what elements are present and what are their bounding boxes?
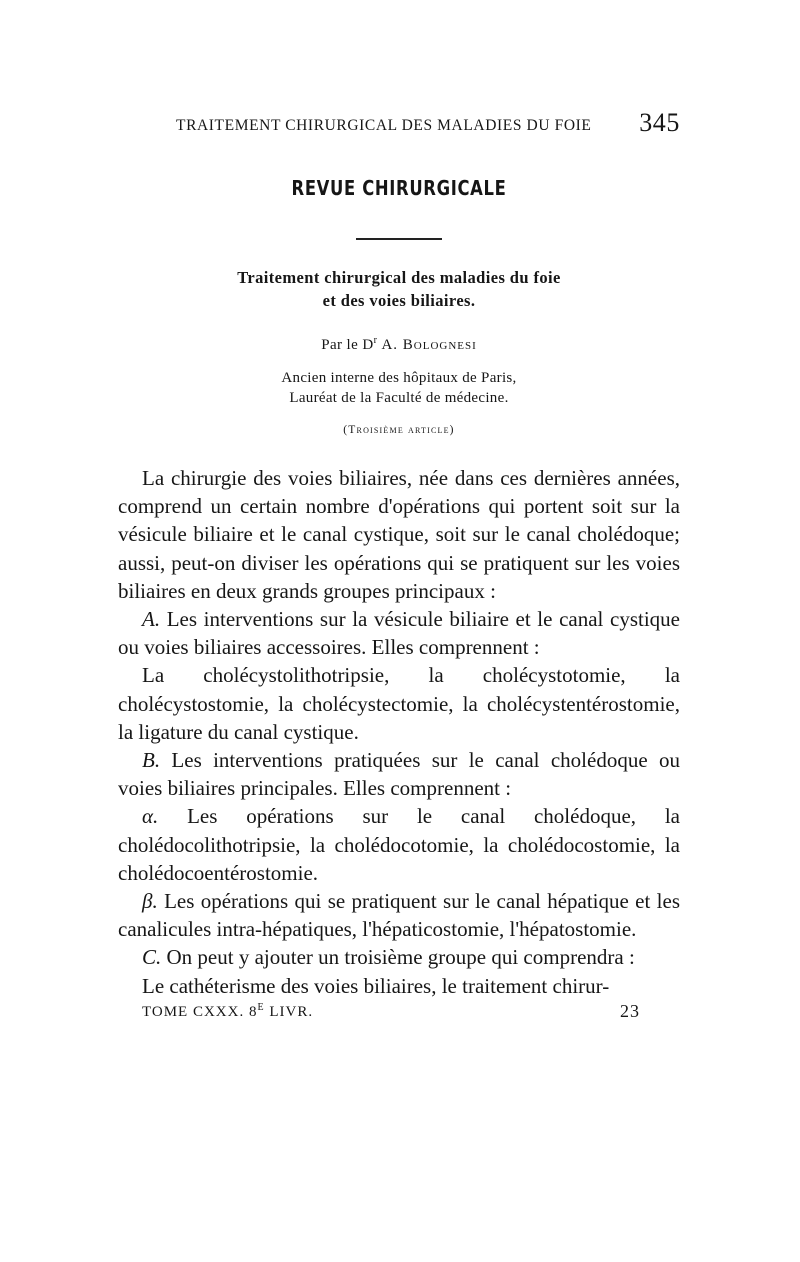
- volume-suffix: LIVR.: [264, 1003, 314, 1020]
- alpha-label: α.: [142, 804, 159, 829]
- beta-text: Les opérations qui se pratiquent sur le canal hépatique et les canalicules intra-hépatiques, l'hépaticostomie, l'hépatostomie.: [118, 889, 680, 942]
- group-a-text: Les interventions sur la vésicule biliaire et le canal cystique ou voies biliaires accessoires. Elles comprennent :: [118, 607, 680, 660]
- title-divider: [356, 238, 442, 240]
- article-part: (Troisième article): [343, 424, 455, 436]
- article-title: [118, 266, 680, 312]
- book-page: [118, 108, 680, 1028]
- byline-prefix: Par le D: [321, 337, 374, 353]
- page-footer: [118, 1000, 680, 1028]
- running-header: [118, 108, 680, 148]
- group-a-label: A.: [142, 607, 161, 632]
- paragraph-alpha: [118, 802, 680, 887]
- volume-info: [142, 1001, 314, 1021]
- paragraph-group-a: [118, 605, 680, 661]
- article-title-line-1: Traitement chirurgical des maladies du foie: [237, 268, 561, 287]
- running-title: TRAITEMENT CHIRURGICAL DES MALADIES DU FOIE: [176, 117, 592, 134]
- paragraph-beta: [118, 887, 680, 943]
- author-byline: [118, 337, 680, 354]
- paragraph-group-b: [118, 746, 680, 802]
- group-b-text: Les interventions pratiquées sur le canal cholédoque ou voies biliaires principales. Elles comprennent :: [118, 748, 680, 801]
- page-number: 345: [639, 108, 680, 137]
- affiliation-line-1: Ancien interne des hôpitaux de Paris,: [281, 370, 517, 386]
- byline-superscript: r: [373, 335, 378, 346]
- body-text: [118, 464, 680, 1000]
- volume-number: TOME CXXX. 8: [142, 1003, 258, 1020]
- group-c-text: On peut y ajouter un troisième groupe qui comprendra :: [161, 945, 635, 970]
- paragraph-group-c: [118, 943, 680, 971]
- article-title-line-2: et des voies biliaires.: [322, 291, 476, 310]
- volume-superscript: E: [257, 1001, 265, 1013]
- author-name: A. Bolognesi: [381, 337, 477, 353]
- paragraph-last: Le cathéterisme des voies biliaires, le traitement chirur-: [142, 973, 610, 998]
- section-title: REVUE CHIRURGICALE: [291, 176, 507, 200]
- alpha-text: Les opérations sur le canal cholédoque, la cholédocolithotripsie, la cholédocotomie, la cholédocostomie, la cholédocoentérostomie.: [118, 804, 680, 885]
- group-c-label: C.: [142, 945, 162, 970]
- paragraph-intro: La chirurgie des voies biliaires, née dans ces dernières années, comprend un certain nombre d'opérations qui portent soit sur la vésicule biliaire et le canal cystique, soit sur le canal cholédoque; aussi, peut-on diviser les opérations qui se pratiquent sur les voies biliaires en deux grands groupes principaux :: [118, 466, 680, 603]
- paragraph-group-a-list: La cholécystolithotripsie, la cholécystotomie, la cholécystostomie, la cholécystectomie, la cholécystentérostomie, la ligature du canal cystique.: [118, 663, 680, 744]
- beta-label: β.: [142, 889, 158, 914]
- group-b-label: B.: [142, 748, 161, 773]
- author-affiliation: [118, 368, 680, 408]
- signature-mark: 23: [620, 1000, 640, 1021]
- affiliation-line-2: Lauréat de la Faculté de médecine.: [289, 390, 509, 406]
